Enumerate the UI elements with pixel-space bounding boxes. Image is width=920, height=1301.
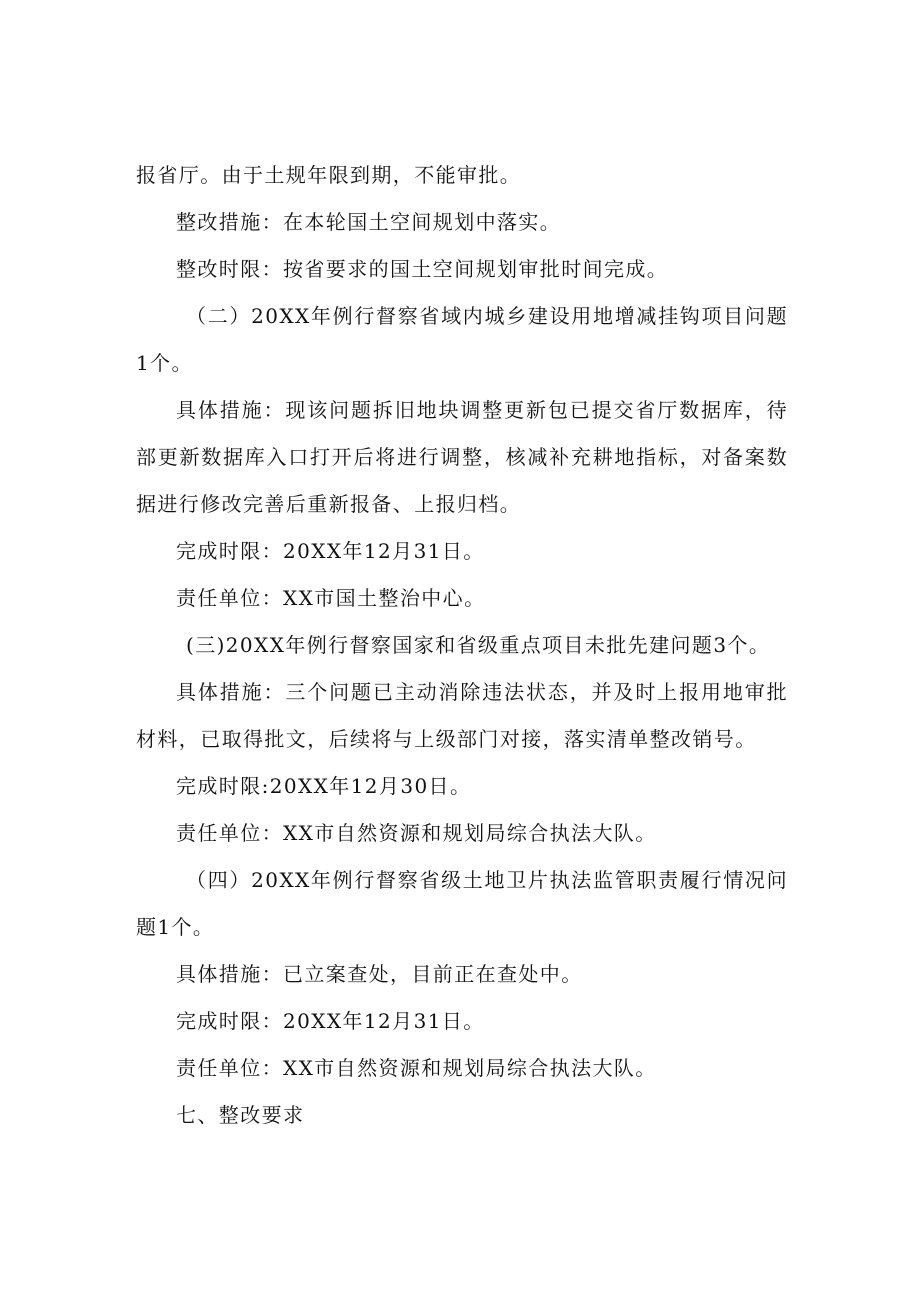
paragraph-rectification-measures: 整改措施：在本轮国土空间规划中落实。 [176, 210, 562, 234]
section-heading-2: （二）20XX年例行督察省域内城乡建设用地增减挂钩项目问题1个。 [136, 304, 788, 375]
document-body [136, 152, 788, 1139]
section-heading-3: (三)20XX年例行督察国家和省级重点项目未批先建问题3个。 [186, 633, 771, 657]
paragraph-continuation: 报省厅。由于土规年限到期，不能审批。 [136, 163, 522, 187]
paragraph-specific-measures-3: 具体措施：三个问题已主动消除违法状态，并及时上报用地审批材料，已取得批文，后续将与上级部门对接，落实清单整改销号。 [136, 680, 788, 751]
paragraph-responsible-unit-2: 责任单位：XX市国土整治中心。 [176, 586, 486, 610]
section-heading-4: （四）20XX年例行督察省级土地卫片执法监管职责履行情况问题1个。 [136, 868, 788, 939]
section-heading-rectification-requirements: 七、整改要求 [176, 1103, 305, 1127]
paragraph-responsible-unit-3: 责任单位：XX市自然资源和规划局综合执法大队。 [176, 821, 657, 845]
paragraph-specific-measures-2: 具体措施：现该问题拆旧地块调整更新包已提交省厅数据库，待部更新数据库入口打开后将进行调整，核减补充耕地指标，对备案数据进行修改完善后重新报备、上报归档。 [136, 398, 788, 516]
paragraph-rectification-deadline: 整改时限：按省要求的国土空间规划审批时间完成。 [176, 257, 669, 281]
paragraph-completion-deadline-2: 完成时限：20XX年12月31日。 [176, 539, 485, 563]
paragraph-responsible-unit-4: 责任单位：XX市自然资源和规划局综合执法大队。 [176, 1056, 657, 1080]
paragraph-completion-deadline-4: 完成时限：20XX年12月31日。 [176, 1009, 485, 1033]
paragraph-specific-measures-4: 具体措施：已立案查处，目前正在查处中。 [176, 962, 583, 986]
paragraph-completion-deadline-3: 完成时限:20XX年12月30日。 [176, 774, 472, 798]
